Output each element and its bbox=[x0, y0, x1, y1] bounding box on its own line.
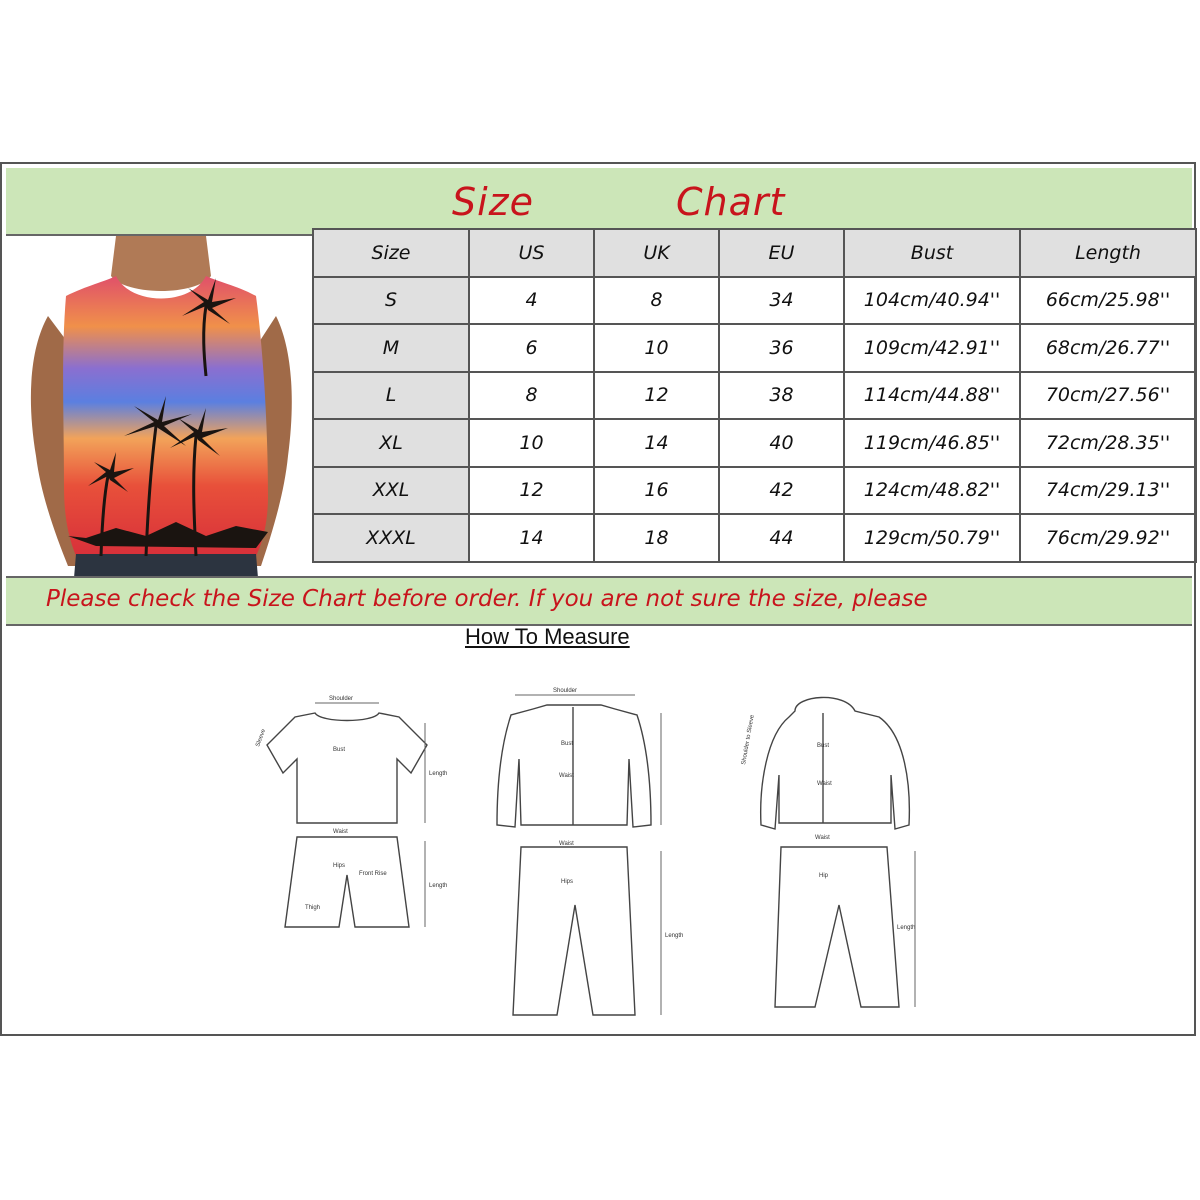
size-cell: XL bbox=[313, 419, 469, 467]
uk-cell: 10 bbox=[594, 324, 719, 372]
size-cell: M bbox=[313, 324, 469, 372]
length-cell: 72cm/28.35'' bbox=[1020, 419, 1196, 467]
table-row bbox=[313, 419, 1196, 467]
eu-cell: 34 bbox=[719, 277, 844, 325]
size-table bbox=[312, 228, 1197, 563]
header-bust: Bust bbox=[844, 229, 1020, 277]
size-cell: S bbox=[313, 277, 469, 325]
label-waist: Waist bbox=[333, 829, 348, 835]
us-cell: 12 bbox=[469, 467, 594, 515]
label-front-rise: Front Rise bbox=[359, 871, 387, 877]
uk-cell: 12 bbox=[594, 372, 719, 420]
uk-cell: 18 bbox=[594, 514, 719, 562]
eu-cell: 40 bbox=[719, 419, 844, 467]
label-shoulder-to-sleeve: Shoulder to Sleeve bbox=[741, 714, 756, 766]
model-photo bbox=[6, 236, 312, 578]
size-cell: XXL bbox=[313, 467, 469, 515]
length-cell: 76cm/29.92'' bbox=[1020, 514, 1196, 562]
bust-cell: 119cm/46.85'' bbox=[844, 419, 1020, 467]
eu-cell: 36 bbox=[719, 324, 844, 372]
notice-text: Please check the Size Chart before order. If you are not sure the size, please bbox=[46, 586, 928, 612]
label-sleeve: Sleeve bbox=[255, 728, 268, 748]
label-length: Length bbox=[665, 933, 684, 939]
table-row bbox=[313, 324, 1196, 372]
label-length: Length bbox=[897, 925, 916, 931]
label-bust: Bust bbox=[561, 741, 574, 747]
bust-cell: 129cm/50.79'' bbox=[844, 514, 1020, 562]
table-header-row bbox=[313, 229, 1196, 277]
shorts-diagram bbox=[285, 837, 409, 927]
label-waist: Waist bbox=[559, 841, 574, 847]
bust-cell: 114cm/44.88'' bbox=[844, 372, 1020, 420]
header-size: Size bbox=[313, 229, 469, 277]
us-cell: 10 bbox=[469, 419, 594, 467]
header-eu: EU bbox=[719, 229, 844, 277]
label-bust: Bust bbox=[333, 747, 346, 753]
label-shoulder: Shoulder bbox=[553, 688, 578, 694]
eu-cell: 44 bbox=[719, 514, 844, 562]
label-bust: Bust bbox=[817, 743, 830, 749]
header-length: Length bbox=[1020, 229, 1196, 277]
label-length: Length bbox=[429, 883, 448, 889]
title-chart: Chart bbox=[676, 180, 786, 224]
label-waist: Waist bbox=[559, 773, 574, 779]
label-length: Length bbox=[429, 771, 448, 777]
label-waist: Waist bbox=[815, 835, 830, 841]
tshirt-diagram bbox=[267, 713, 427, 823]
table-row bbox=[313, 372, 1196, 420]
us-cell: 8 bbox=[469, 372, 594, 420]
table-row bbox=[313, 277, 1196, 325]
shirt-diagram bbox=[497, 705, 651, 827]
label-hips: Hips bbox=[333, 863, 346, 869]
uk-cell: 14 bbox=[594, 419, 719, 467]
size-cell: L bbox=[313, 372, 469, 420]
header-us: US bbox=[469, 229, 594, 277]
label-hip: Hip bbox=[819, 873, 829, 879]
label-shoulder: Shoulder bbox=[329, 696, 354, 702]
uk-cell: 16 bbox=[594, 467, 719, 515]
pants-diagram bbox=[513, 847, 635, 1015]
label-hips: Hips bbox=[561, 879, 574, 885]
notice-bar bbox=[6, 576, 1192, 626]
size-cell: XXXL bbox=[313, 514, 469, 562]
eu-cell: 38 bbox=[719, 372, 844, 420]
length-cell: 70cm/27.56'' bbox=[1020, 372, 1196, 420]
label-thigh: Thigh bbox=[305, 905, 321, 911]
title-bar bbox=[6, 168, 1192, 236]
us-cell: 14 bbox=[469, 514, 594, 562]
header-uk: UK bbox=[594, 229, 719, 277]
bust-cell: 124cm/48.82'' bbox=[844, 467, 1020, 515]
joggers-diagram bbox=[775, 847, 899, 1007]
title-size: Size bbox=[452, 180, 535, 224]
how-to-measure-title: How To Measure bbox=[465, 624, 630, 649]
hoodie-diagram bbox=[761, 697, 910, 829]
us-cell: 4 bbox=[469, 277, 594, 325]
label-waist: Waist bbox=[817, 781, 832, 787]
length-cell: 66cm/25.98'' bbox=[1020, 277, 1196, 325]
eu-cell: 42 bbox=[719, 467, 844, 515]
measurement-diagrams bbox=[215, 655, 965, 1025]
table-row bbox=[313, 514, 1196, 562]
table-row bbox=[313, 467, 1196, 515]
bust-cell: 104cm/40.94'' bbox=[844, 277, 1020, 325]
us-cell: 6 bbox=[469, 324, 594, 372]
length-cell: 68cm/26.77'' bbox=[1020, 324, 1196, 372]
uk-cell: 8 bbox=[594, 277, 719, 325]
bust-cell: 109cm/42.91'' bbox=[844, 324, 1020, 372]
length-cell: 74cm/29.13'' bbox=[1020, 467, 1196, 515]
